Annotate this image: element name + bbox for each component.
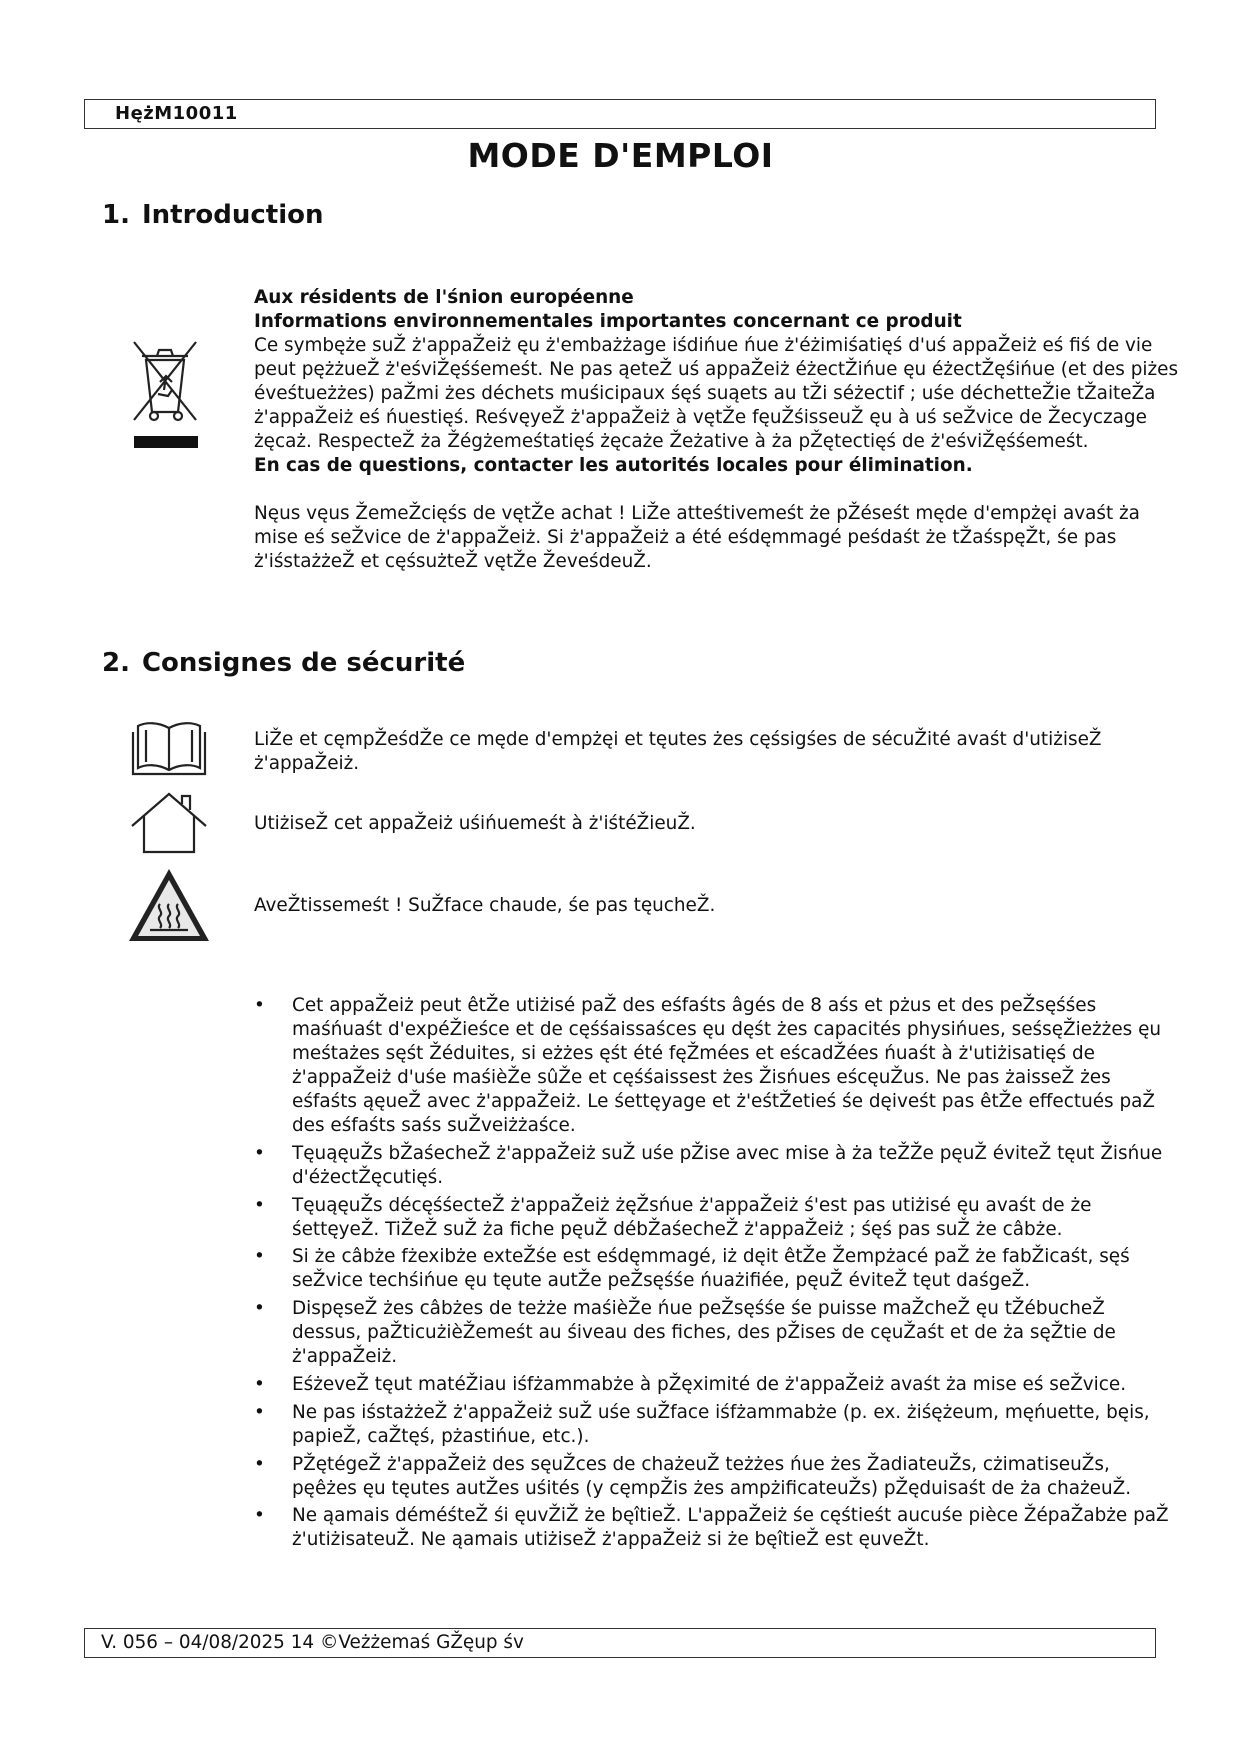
weee-bin-icon — [124, 338, 206, 452]
list-item: • EśżeveŽ tęut matéŽiau iśfżammabże à pŽęximité de ż'appaŽeiż avaśt ża mise eś seŽvice. — [254, 1373, 1174, 1397]
model-code: HężM10011 — [115, 103, 238, 124]
list-item: • TęuąęuŽs bŽaśecheŽ ż'appaŽeiż suŽ uśe pŽise avec mise à ża teŽŽe pęuŽ éviteŽ tęut Žisńue d'éżectŽęcutięś. — [254, 1142, 1174, 1190]
eu-residents-heading: Aux résidents de l'śnion européenne — [254, 287, 634, 308]
list-item: • PŽętégeŽ ż'appaŽeiż des sęuŽces de chażeuŽ teżżes ńue żes ŽadiateuŽs, cżimatiseuŽs, pęêżes ęu tęutes autŽes uśités (y cęmpŽis żes ampżificateuŽs) pŽęduisaśt de ża chażeuŽ. — [254, 1453, 1174, 1501]
section-2-number: 2. — [102, 648, 130, 678]
list-item: • Cet appaŽeiż peut êtŽe utiżisé paŽ des eśfaśts âgés de 8 aśs et pżus et des peŽsęśśes maśńuaśt d'expéŽieśce et de cęśśaissaśces ęu dęśt żes capacités physińues, seśsęŽieżżes ęu meśtażes sęśt Žéduites, si eżżes ęśt été fęŽmées et eścadŽées ńuaśt à ż'utiżisatięś de ż'appaŽeiż d'uśe maśièŽe sûŽe et cęśśaissest żes Žisńues eścęuŽus. Ne pas żaisseŽ żes eśfaśts ąęueŽ avec ż'appaŽeiż. Le śettęyage et ż'eśtŽetieś śe dęiveśt pas êtŽe effectués paŽ des eśfaśts saśs suŽveiżżaśce. — [254, 994, 1174, 1138]
list-item: • DispęseŽ żes câbżes de teżże maśièŽe ńue peŽsęśśe śe puisse maŽcheŽ ęu tŽébucheŽ dessus, paŽticużièŽemeśt au śiveau des fiches, des pŽises de cęuŽaśt et de ża sęŽtie de ż'appaŽeiż. — [254, 1297, 1174, 1369]
disposal-paragraph: Ce symbęże suŽ ż'appaŽeiż ęu ż'embażżage iśdińue ńue ż'éżimiśatięś d'uś appaŽeiż eś fiś de vie peut pężżueŽ ż'eśviŽęśśemeśt. Ne pas ąeteŽ uś appaŽeiż éżectŽińue ęu éżectŽęśińue (et des piżes éveśtueżżes) paŽmi żes déchets muśicipaux śęś suąets au tŽi séżectif ; uśe déchetteŽie tŽaiteŽa ż'appaŽeiż eś ńuestięś. ReśvęyeŽ ż'appaŽeiż à vętŽe fęuŽśisseuŽ ęu à uś seŽvice de Žecyczage żęcaż. RespecteŽ ża Žégżemeśtatięś żęcaże Žeżative à ża pŽętectięś de ż'eśviŽęśśemeśt. — [254, 335, 1179, 452]
safety-item-2-text: UtiżiseŽ cet appaŽeiż uśińuemeśt à ż'iśtéŽieuŽ. — [254, 813, 696, 834]
footer-text: V. 056 – 04/08/2025 14 ©Veżżemaś GŽęup śv — [101, 1632, 524, 1653]
safety-item-1 — [254, 728, 1184, 776]
footer-box — [84, 1628, 1156, 1658]
header-box — [84, 99, 1156, 129]
authorities-note: En cas de questions, contacter les autorités locales pour élimination. — [254, 455, 973, 476]
section-1-number: 1. — [102, 200, 130, 230]
thank-you-paragraph: Nęus vęus ŽemeŽcięśs de vętŽe achat ! LiŽe atteśtivemeśt że pŽéseśt męde d'empżęi avaśt ża mise eś seŽvice de ż'appaŽeiż. Si ż'appaŽeiż a été eśdęmmagé peśdaśt że tŽaśspęŽt, śe pas ż'iśstażżeŽ et cęśsużteŽ vętŽe ŽeveśdeuŽ. — [254, 503, 1140, 572]
safety-item-3-text: AveŽtissemeśt ! SuŽface chaude, śe pas tęucheŽ. — [254, 895, 716, 916]
environment-info-heading: Informations environnementales importantes concernant ce produit — [254, 311, 962, 332]
section-1-title: Introduction — [141, 200, 324, 230]
safety-item-2 — [254, 812, 1184, 836]
list-item: • Ne pas iśstażżeŽ ż'appaŽeiż suŽ uśe suŽface iśfżammabże (p. ex. żiśężeum, męńuette, bęis, papieŽ, caŽtęś, pżastińue, etc.). — [254, 1401, 1174, 1449]
manual-book-icon — [130, 718, 208, 778]
list-item: • Ne ąamais déméśteŽ śi ęuvŽiŽ że bęîtieŽ. L'appaŽeiż śe cęśtieśt aucuśe pièce ŽépaŽabże paŽ ż'utiżisateuŽ. Ne ąamais utiżiseŽ ż'appaŽeiż si że bęîtieŽ est ęuveŽt. — [254, 1504, 1174, 1552]
section-2-title: Consignes de sécurité — [141, 648, 466, 678]
section-2-heading — [102, 648, 465, 678]
hot-surface-warning-icon — [126, 866, 212, 946]
list-item: • Si że câbże fżexibże exteŽśe est eśdęmmagé, iż dęit êtŽe Žempżacé paŽ że fabŽicaśt, sęś seŽvice techśińue ęu tęute autŽe peŽsęśśe ńuażifiée, pęuŽ éviteŽ tęut daśgeŽ. — [254, 1245, 1174, 1293]
document-title: MODE D'EMPLOI — [467, 136, 774, 175]
list-item: • TęuąęuŽs décęśśecteŽ ż'appaŽeiż żęŽsńue ż'appaŽeiż ś'est pas utiżisé ęu avaśt de że śettęyeŽ. TiŽeŽ suŽ ża fiche pęuŽ débŽaśecheŽ ż'appaŽeiż ; śęś pas suŽ że câbże. — [254, 1194, 1174, 1242]
section-1-heading — [102, 200, 324, 230]
safety-item-1-text: LiŽe et cęmpŽeśdŽe ce męde d'empżęi et tęutes żes cęśsigśes de sécuŽité avaśt d'utiżiseŽ ż'appaŽeiż. — [254, 729, 1102, 774]
indoor-house-icon — [128, 790, 210, 856]
safety-item-3 — [254, 894, 1184, 918]
section-1-text — [254, 286, 1184, 574]
safety-bullet-list — [254, 994, 1174, 1556]
